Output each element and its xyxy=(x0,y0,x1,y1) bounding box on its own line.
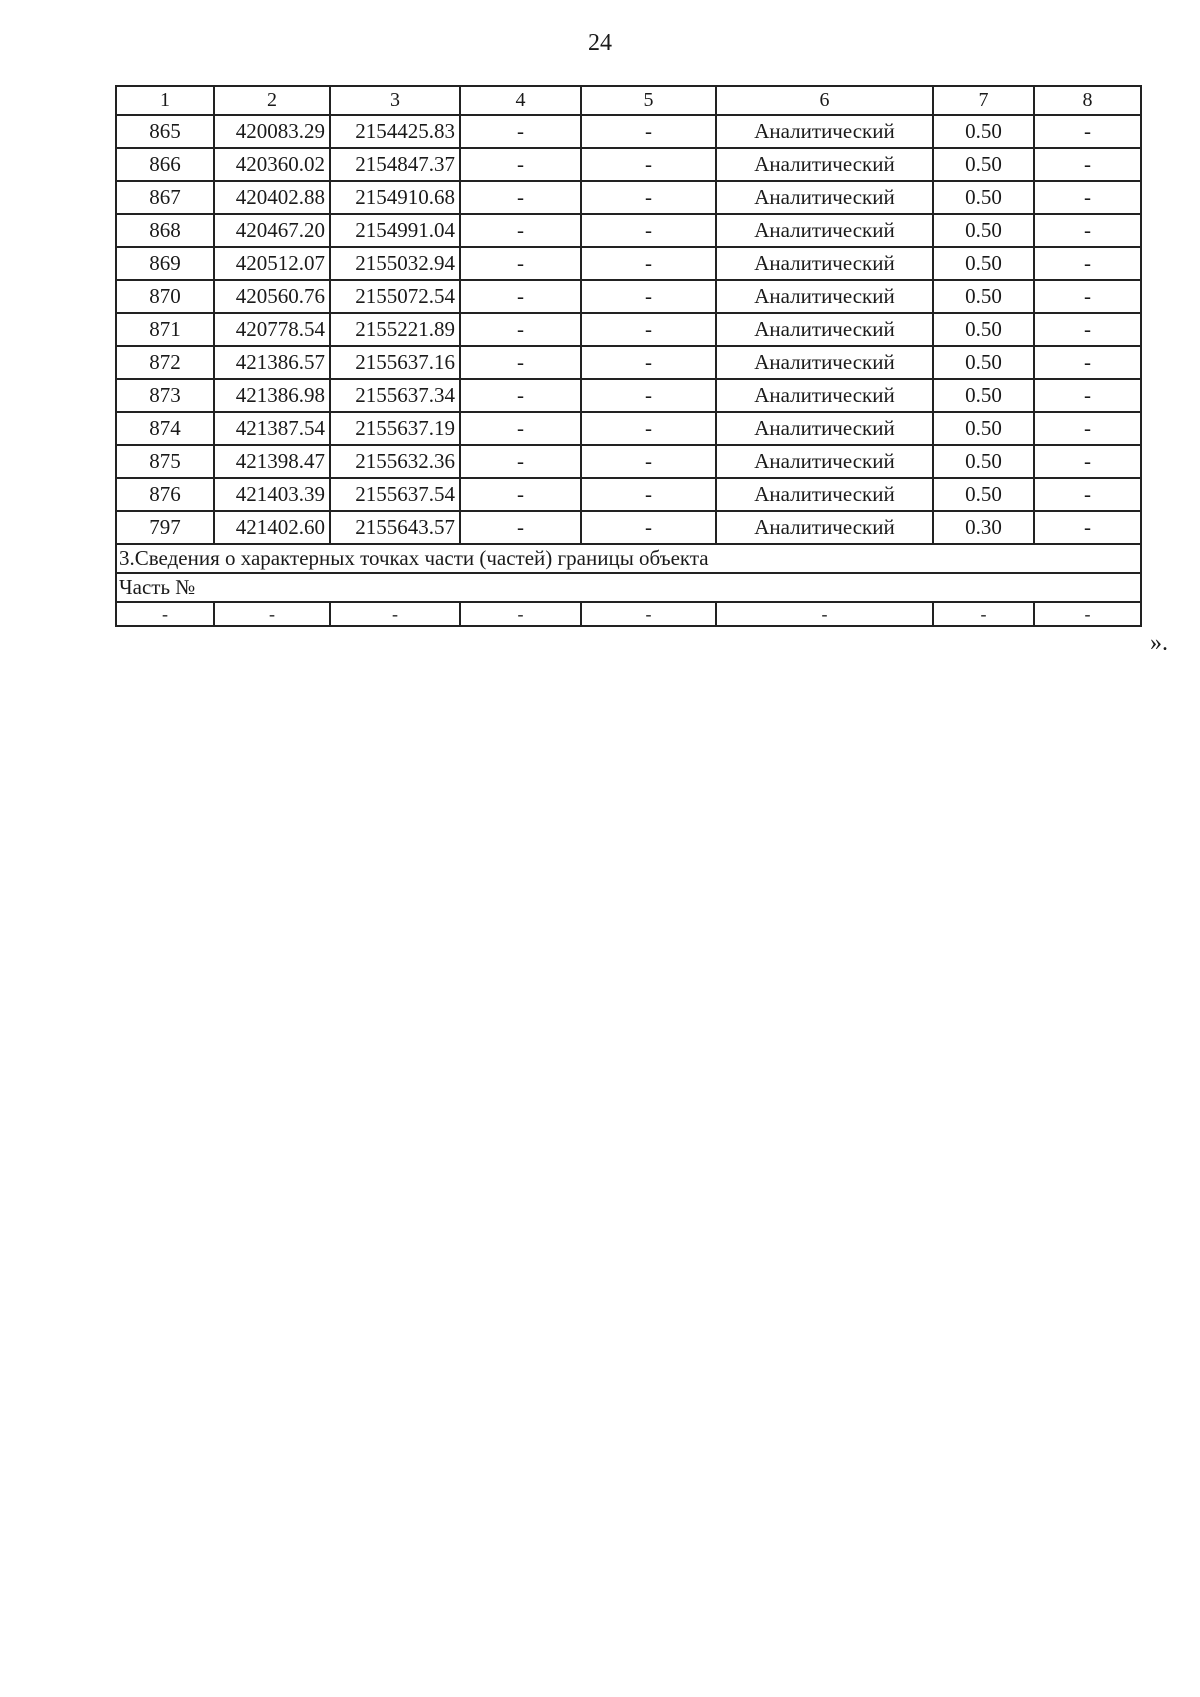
table-row xyxy=(116,445,1141,478)
table-cell: 0.50 xyxy=(933,115,1034,148)
page-number: 24 xyxy=(588,30,612,56)
table-cell: 420778.54 xyxy=(214,313,330,346)
section-title: 3.Сведения о характерных точках части (частей) границы объекта xyxy=(116,544,1141,573)
table-row xyxy=(116,214,1141,247)
table-cell: - xyxy=(1034,511,1141,544)
column-header: 5 xyxy=(581,86,716,115)
table-cell: Аналитический xyxy=(716,181,933,214)
table-cell: 2155637.16 xyxy=(330,346,460,379)
table-cell: - xyxy=(1034,181,1141,214)
table-cell: - xyxy=(1034,247,1141,280)
table-cell: - xyxy=(460,412,581,445)
empty-data-row xyxy=(116,602,1141,626)
table-cell: 869 xyxy=(116,247,214,280)
table-cell: - xyxy=(581,247,716,280)
table-cell: - xyxy=(581,445,716,478)
column-header: 4 xyxy=(460,86,581,115)
table-cell: Аналитический xyxy=(716,214,933,247)
table-cell: 0.50 xyxy=(933,478,1034,511)
table-cell: - xyxy=(460,214,581,247)
table-cell: 2155032.94 xyxy=(330,247,460,280)
table-cell: - xyxy=(460,115,581,148)
table-cell: - xyxy=(716,602,933,626)
table-cell: - xyxy=(460,313,581,346)
table-cell: - xyxy=(1034,478,1141,511)
table-cell: - xyxy=(933,602,1034,626)
table-cell: 874 xyxy=(116,412,214,445)
table-row xyxy=(116,511,1141,544)
table-cell: 420083.29 xyxy=(214,115,330,148)
column-header: 6 xyxy=(716,86,933,115)
table-cell: 875 xyxy=(116,445,214,478)
table-cell: Аналитический xyxy=(716,478,933,511)
table-cell: - xyxy=(1034,412,1141,445)
table-cell: - xyxy=(581,181,716,214)
table-cell: - xyxy=(214,602,330,626)
table-cell: 2155643.57 xyxy=(330,511,460,544)
table-cell: Аналитический xyxy=(716,445,933,478)
column-header: 2 xyxy=(214,86,330,115)
closing-quote-mark: ». xyxy=(1150,630,1168,656)
table-cell: - xyxy=(460,148,581,181)
table-row xyxy=(116,478,1141,511)
table-cell: 2154910.68 xyxy=(330,181,460,214)
table-cell: Аналитический xyxy=(716,313,933,346)
table-cell: 2155637.19 xyxy=(330,412,460,445)
table-cell: 0.50 xyxy=(933,214,1034,247)
table-cell: - xyxy=(460,445,581,478)
table-cell: 2154991.04 xyxy=(330,214,460,247)
table-cell: - xyxy=(1034,148,1141,181)
table-cell: 0.50 xyxy=(933,148,1034,181)
table-row xyxy=(116,346,1141,379)
table-cell: 2154425.83 xyxy=(330,115,460,148)
table-cell: 421387.54 xyxy=(214,412,330,445)
table-cell: 0.50 xyxy=(933,346,1034,379)
table-cell: Аналитический xyxy=(716,412,933,445)
table-row xyxy=(116,148,1141,181)
table-cell: 2155637.54 xyxy=(330,478,460,511)
table-cell: 0.50 xyxy=(933,181,1034,214)
table-cell: - xyxy=(581,148,716,181)
table-cell: - xyxy=(460,247,581,280)
table-cell: Аналитический xyxy=(716,247,933,280)
table-header-row xyxy=(116,86,1141,115)
table-cell: 870 xyxy=(116,280,214,313)
table-cell: 868 xyxy=(116,214,214,247)
table-cell: 2155221.89 xyxy=(330,313,460,346)
table-row xyxy=(116,115,1141,148)
table-cell: 865 xyxy=(116,115,214,148)
coordinates-table xyxy=(115,85,1142,627)
table-cell: - xyxy=(581,511,716,544)
table-cell: 2155072.54 xyxy=(330,280,460,313)
table-cell: 873 xyxy=(116,379,214,412)
part-label-row xyxy=(116,573,1141,602)
table-body xyxy=(116,86,1141,626)
table-cell: Аналитический xyxy=(716,511,933,544)
table-cell: Аналитический xyxy=(716,346,933,379)
table-row xyxy=(116,412,1141,445)
section-title-row xyxy=(116,544,1141,573)
table-cell: - xyxy=(1034,346,1141,379)
table-cell: 0.50 xyxy=(933,247,1034,280)
column-header: 1 xyxy=(116,86,214,115)
table-cell: - xyxy=(460,280,581,313)
table-cell: - xyxy=(460,181,581,214)
table-row xyxy=(116,280,1141,313)
table-cell: Аналитический xyxy=(716,379,933,412)
table-cell: 420402.88 xyxy=(214,181,330,214)
table-cell: 421386.57 xyxy=(214,346,330,379)
table-cell: 867 xyxy=(116,181,214,214)
table-cell: 421403.39 xyxy=(214,478,330,511)
table-cell: 2155632.36 xyxy=(330,445,460,478)
table-cell: 420360.02 xyxy=(214,148,330,181)
table-cell: - xyxy=(460,379,581,412)
column-header: 7 xyxy=(933,86,1034,115)
part-label: Часть № xyxy=(116,573,1141,602)
table-cell: 421386.98 xyxy=(214,379,330,412)
table-cell: 866 xyxy=(116,148,214,181)
table-cell: 797 xyxy=(116,511,214,544)
table-cell: - xyxy=(581,115,716,148)
table-cell: - xyxy=(581,379,716,412)
table-cell: 0.50 xyxy=(933,445,1034,478)
table-row xyxy=(116,313,1141,346)
table-cell: 2155637.34 xyxy=(330,379,460,412)
table-cell: 2154847.37 xyxy=(330,148,460,181)
table-row xyxy=(116,181,1141,214)
table-cell: 0.50 xyxy=(933,379,1034,412)
table-cell: Аналитический xyxy=(716,280,933,313)
table-cell: 0.30 xyxy=(933,511,1034,544)
table-row xyxy=(116,247,1141,280)
table-cell: 0.50 xyxy=(933,313,1034,346)
coordinates-table-wrap xyxy=(115,85,1140,627)
table-cell: - xyxy=(1034,445,1141,478)
table-cell: - xyxy=(581,478,716,511)
table-cell: - xyxy=(1034,115,1141,148)
table-cell: 420560.76 xyxy=(214,280,330,313)
table-cell: - xyxy=(581,280,716,313)
table-cell: Аналитический xyxy=(716,148,933,181)
table-cell: 872 xyxy=(116,346,214,379)
table-cell: - xyxy=(330,602,460,626)
table-cell: Аналитический xyxy=(716,115,933,148)
table-cell: 421402.60 xyxy=(214,511,330,544)
table-cell: - xyxy=(460,346,581,379)
table-cell: - xyxy=(581,214,716,247)
table-row xyxy=(116,379,1141,412)
table-cell: - xyxy=(1034,602,1141,626)
table-cell: 876 xyxy=(116,478,214,511)
table-cell: - xyxy=(1034,379,1141,412)
column-header: 3 xyxy=(330,86,460,115)
table-cell: - xyxy=(116,602,214,626)
table-cell: - xyxy=(1034,313,1141,346)
table-cell: 421398.47 xyxy=(214,445,330,478)
table-cell: - xyxy=(1034,214,1141,247)
table-cell: - xyxy=(460,511,581,544)
table-cell: - xyxy=(1034,280,1141,313)
table-cell: - xyxy=(460,478,581,511)
table-cell: - xyxy=(460,602,581,626)
table-cell: 420467.20 xyxy=(214,214,330,247)
table-cell: 0.50 xyxy=(933,280,1034,313)
table-cell: - xyxy=(581,412,716,445)
table-cell: 871 xyxy=(116,313,214,346)
table-cell: - xyxy=(581,313,716,346)
table-cell: - xyxy=(581,602,716,626)
table-cell: - xyxy=(581,346,716,379)
table-cell: 420512.07 xyxy=(214,247,330,280)
column-header: 8 xyxy=(1034,86,1141,115)
table-cell: 0.50 xyxy=(933,412,1034,445)
